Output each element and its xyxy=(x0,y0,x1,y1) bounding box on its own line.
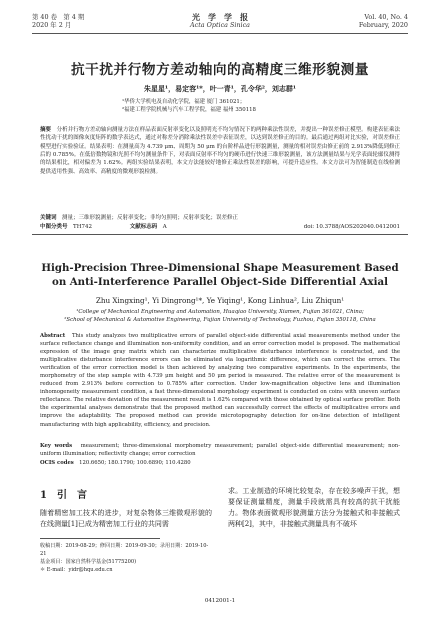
clc-value: TH742 xyxy=(73,224,92,230)
authors-en: Zhu Xingxing¹, Yi Dingrong¹*, Ye Yiqing¹, Kong Linhua², Liu Zhiqun¹ xyxy=(95,296,345,305)
doi: doi: 10.3788/AOS202040.0412001 xyxy=(303,224,400,230)
journal-volume-info-en xyxy=(359,13,408,29)
keywords-cn xyxy=(40,214,400,222)
abstract-en xyxy=(40,332,400,429)
doc-code-value: A xyxy=(162,224,167,230)
intro-column-right: 求。工业制造的环境比较复杂，存在较多噪声干扰，想要保证测量精度，测量手段就需具有较高的抗干扰能力。物体表面微观形貌测量方法分为接触式和非接触式两种[2]，其中，非接触式测量具有不破坏 xyxy=(228,487,400,528)
keywords-cn-label: 关键词 xyxy=(40,215,57,221)
keywords-en xyxy=(40,442,400,458)
intro-column-left: 随着精密加工技术的进步，对复杂物体三维微观形貌的在线测量[1]已成为精密加工行业的共同需 xyxy=(40,509,212,528)
paper-title-cn: 抗干扰并行物方差动轴向的高精度三维形貌测量 xyxy=(70,62,370,78)
abstract-cn xyxy=(40,126,400,176)
journal-name-en: Acta Optica Sinica xyxy=(190,21,250,29)
classification-line xyxy=(40,223,400,231)
keywords-cn-text: 测量；三维形貌测量；反射率变化；非均匀照明；反射率变化；误差修正 xyxy=(62,215,239,221)
ocis-codes xyxy=(40,459,400,467)
abstract-cn-label: 摘要 xyxy=(40,127,52,133)
ocis-label: OCIS codes xyxy=(40,460,74,466)
footnote-rule xyxy=(40,538,160,539)
header-rule xyxy=(32,33,408,34)
clc-label: 中图分类号 xyxy=(40,224,68,230)
volume-issue-en: Vol. 40, No. 4 xyxy=(364,13,408,21)
volume-issue: 第 40 卷 第 4 期 xyxy=(32,13,85,21)
footnotes xyxy=(40,542,212,574)
keywords-en-label: Key words xyxy=(40,443,73,449)
paper-title-en: High-Precision Three-Dimensional Shape Measurement Based on Anti-Interference Parallel Object-Side Differential Axial xyxy=(41,262,399,288)
footnote-dates: 收稿日期：2019-08-29；修回日期：2019-09-30；录用日期：2019-10-21 xyxy=(40,543,209,557)
ocis-value: 120.6650; 180.1790; 100.6890; 110.4280 xyxy=(79,460,191,466)
affiliation-en-2: ²School of Mechanical & Automotive Engineering, Fujian University of Technology, Fuzhou, Fujian 350118, China xyxy=(64,317,376,323)
footnote-fund: 基金项目：国家自然科学基金(51775200) xyxy=(40,559,137,565)
doc-code-label: 文献标志码 xyxy=(129,224,158,230)
affiliation-cn-1: ¹华侨大学机电及自动化学院，福建 厦门 361021； xyxy=(122,99,246,105)
journal-name-cn: 光 学 学 报 xyxy=(192,12,248,22)
abstract-en-text: This study analyzes two multiplicative errors of parallel object-side differential axial measurements method under the surface reflectance change and illumination non-uniformity condition, and an error correction model is proposed. The mathematical expression of the image gray matrix which can characterize multiplicative disturbance interference is constructed, and the multiplicative disturbance interference errors can be eliminated via logarithmic difference, which can correct the errors. The verification of the error correction model is then achieved by analyzing two comparative experiments. In the experiments, the morphometry of the step sample with 4.739 μm height and 50 μm period is measured. The relative error of the measurement is reduced from 2.913% before correction to 0.785% after correction. Under low-magnification objective lens and illumination inhomogeneity measurement condition, a fast three-dimensional morphology experiment is conducted on coins with uneven surface reflectance. The relative deviation of the measurement result is 1.62% compared with those obtained by optical surface profiler. Both the experimental analyses demonstrate that the proposed method can successfully correct the effects of multiplicative errors and improve the adaptability. The proposed method can provide microtopography detection for on-line detection of intelligent manufacturing with high applicability, efficiency, and precision. xyxy=(40,333,400,428)
authors-cn: 朱星星¹，易定容¹*，叶一青¹，孔令华²，刘志群¹ xyxy=(144,84,296,93)
abstract-rule xyxy=(32,234,408,235)
page-number: 0412001-1 xyxy=(204,598,236,604)
keywords-en-text: measurement; three-dimensional morphometry measurement; parallel object-side differential measurement; non-uniform illumination; reflectivity change; error correction xyxy=(40,443,400,458)
affiliation-cn-2: ²福建工程学院机械与汽车工程学院，福建 福州 350118 xyxy=(122,107,256,114)
issue-date-en: February, 2020 xyxy=(358,21,408,29)
affiliation-en-1: ¹College of Mechanical Engineering and Automation, Huaqiao University, Xiamen, Fujian 361021, China; xyxy=(76,309,364,315)
affiliations-cn xyxy=(122,98,256,114)
footnote-email: ＊ E-mail：yidr@hqu.edu.cn xyxy=(40,567,113,573)
issue-date: 2020 年 2 月 xyxy=(32,21,72,29)
abstract-en-label: Abstract xyxy=(40,333,66,339)
section-heading-intro: 1 引 言 xyxy=(40,490,87,501)
abstract-cn-text: 分析并行物方差动轴向测量方法在样品表面反射率变化以及照明光不均匀情况下的两种乘法性误差，并提出一种误差修正模型。构建表征乘法性扰动干扰的图像灰度矩阵的数学表达式，通过对称差分消除乘法性误差中表征误差，以达到误差修正的目的。最后通过两组对比实验，对误差修正模型进行实验验证。结果表明：在测量高为 4.739 μm、周期为 50 μm 的台阶样品进行形貌测量，测量的相对误差由修正前的 2.913%降低到修正后的 0.785%。在低倍数物镜和光照不均匀测量条件下，对表面反射率不均匀的硬币进行快速三维形貌测量，该方法测量结果与光学表面轮廓仪测得的结果相比，相对偏差为 1.62%。两组实验结果表明，本文方法能较好地修正乘法性误差的影响，可提升适应性。本文方法可为智能制造在线检测提供适用性强、高效率、高精度的微观形貌检测。 xyxy=(40,127,400,175)
